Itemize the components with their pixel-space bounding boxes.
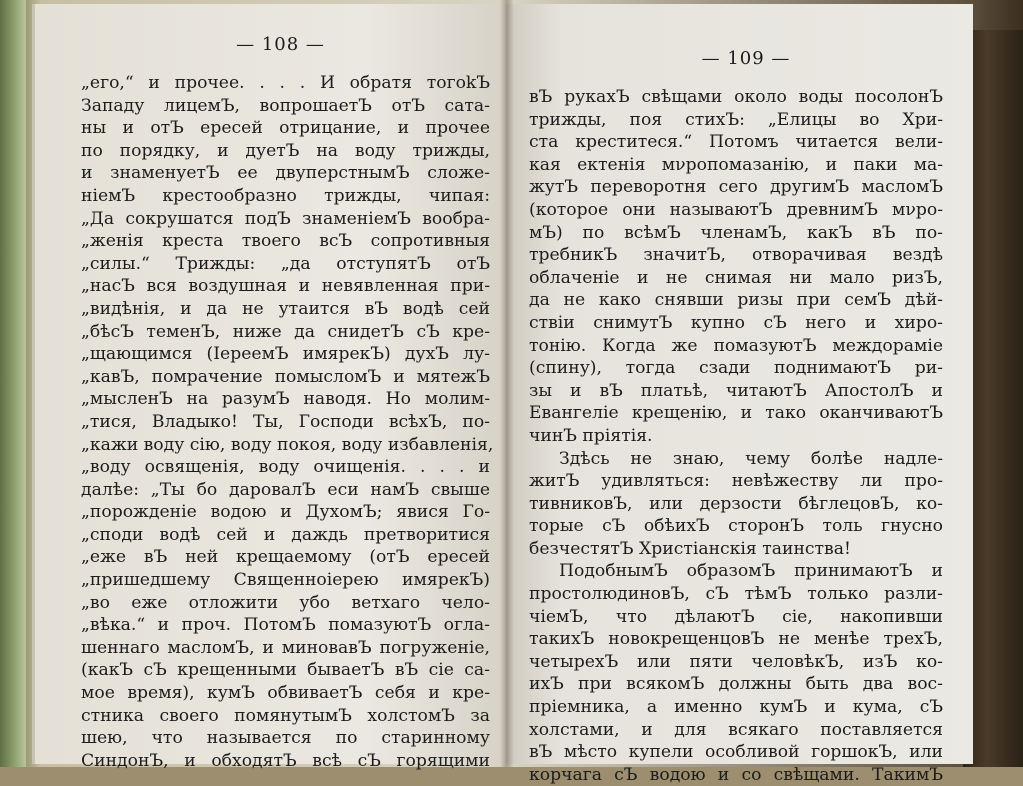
text-line: безчестятЪ Христіанскія таинства! <box>529 538 851 559</box>
text-line: корчага сЪ водою и со свѣщами. ТакимЪ <box>529 764 943 785</box>
text-line: ніемЪ крестообразно трижды, чипая: <box>81 185 490 206</box>
text-line: „вѣка.“ и проч. ПотомЪ помазуютЪ огла- <box>81 615 490 636</box>
text-line: „видѣнія, и да не утаится вЪ водѣ сей <box>81 298 490 319</box>
text-line: (спину), тогда сзади поднимаютЪ ри- <box>529 358 943 379</box>
text-line: такихЪ новокрещенцовЪ не менѣе трехЪ, <box>529 629 943 650</box>
text-line: „Да сокрушатся подЪ знаменіемЪ вообра- <box>81 208 490 229</box>
text-line: далѣе: „Ты бо даровалЪ еси намЪ свыше <box>81 479 490 500</box>
text-line: облаченіе и не снимая ни мало ризЪ, <box>529 267 943 288</box>
book-edge-left <box>0 0 26 767</box>
text-line: „кавЪ, помрачение помысломЪ и мятежЪ <box>81 366 490 387</box>
text-line: Западу лицемЪ, вопрошаетЪ отЪ сата- <box>81 95 490 116</box>
text-line: трижды, поя стихЪ: „Елицы во Хри- <box>529 109 943 130</box>
text-line: пріемника, а именно кумЪ и кума, сЪ <box>529 697 943 718</box>
text-line: „женія креста твоего всЪ сопротивныя <box>81 231 490 252</box>
text-line: „насЪ вся воздушная и невявленная при- <box>81 276 490 297</box>
text-line: СиндонЪ, и обходятЪ всѣ сЪ горящими <box>81 750 490 771</box>
text-line: „порожденіе водою и ДухомЪ; явися Го- <box>81 502 490 523</box>
text-line: „бѣсЪ теменЪ, ниже да снидетЪ сЪ кре- <box>81 321 490 342</box>
text-line: тонію. Когда же помазуютЪ междораміе <box>529 335 943 356</box>
text-line: „мысленЪ на разумЪ наводя. Но молим- <box>81 389 490 410</box>
text-line: вЪ мѣсто купели особливой горшокЪ, или <box>529 742 943 763</box>
text-line: тивниковЪ, или дерзости бѣглецовЪ, ко- <box>529 493 943 514</box>
text-line: ствіи снимутЪ купно сЪ него и хиро- <box>529 312 943 333</box>
text-line: „воду освященія, воду очищенія. . . . и <box>81 457 490 478</box>
text-line: „щающимся (ІереемЪ имярекЪ) духЪ лу- <box>81 344 490 365</box>
text-line: ста креститеся.“ Потомъ читается вели- <box>529 132 943 153</box>
text-line: „пришедшему Священнoіерею имярекЪ) <box>81 570 490 591</box>
text-line: вЪ рукахЪ свѣщами около воды посолонЪ <box>529 87 943 107</box>
left-page <box>32 4 510 771</box>
text-line: холстами, и для всякаго поставляется <box>529 719 943 740</box>
text-line: да не како снявши ризы при семЪ дѣй- <box>529 290 943 311</box>
text-line: мое время), кумЪ обвиваетЪ себя и кре- <box>81 683 490 704</box>
text-line: жутЪ переворотня сего другимЪ масломЪ <box>529 177 943 198</box>
text-line: Здѣсь не знаю, чему болѣе надле- <box>559 448 943 469</box>
text-line: „силы.“ Трижды: „да отступятЪ отЪ <box>81 253 490 274</box>
text-line: (какЪ сЪ крещенными бываетЪ вЪ сіе са- <box>81 660 490 681</box>
right-page-text <box>529 86 943 786</box>
text-line: (которое они называютЪ древнимЪ мνро- <box>529 199 943 220</box>
text-line: „споди водѣ сей и даждь претворитися <box>81 524 490 545</box>
text-line: стника своего помянутымЪ холстомЪ за <box>81 705 490 726</box>
text-line: требникЪ значитЪ, отворачивая вездѣ <box>529 245 943 266</box>
text-line: чинЪ пріятія. <box>529 425 653 446</box>
text-line: чіемЪ, что дѣлаютЪ сіе, накопивши <box>529 606 943 627</box>
text-line: простолюдиновЪ, сЪ тѣмЪ только разли- <box>529 584 943 605</box>
text-line: ПодобнымЪ образомЪ принимаютЪ и <box>559 561 943 582</box>
book-gutter <box>500 0 514 767</box>
left-page-text <box>81 72 494 772</box>
text-line: Евангеліе крещенію, и тако оканчиваютЪ <box>529 403 943 424</box>
text-line: шею, что называется по старинному <box>81 728 490 749</box>
page-number-right: — 109 — <box>701 48 791 69</box>
text-line: и знаменуетЪ ее двуперстнымЪ сложе- <box>81 163 490 184</box>
text-line: „еже вЪ ней крещаемому (отЪ ересей <box>81 547 490 568</box>
text-line: „его,“ и прочее. . . . И обратя тогоkЪ <box>81 73 490 93</box>
text-line: торые сЪ обѣихЪ сторонЪ толь гнусно <box>529 516 943 537</box>
text-line: мЪ) по всѣмЪ членамЪ, какЪ вЪ по- <box>529 222 943 243</box>
text-line: кая ектенія мνропомазанію, и паки ма- <box>529 154 943 175</box>
text-line: ихЪ при всякомЪ должны быть два вос- <box>529 674 943 695</box>
text-line: шеннаго масломЪ, и миновавЪ погруженіе, <box>81 637 490 658</box>
text-line: зы и вЪ платьѣ, читаютЪ АпостолЪ и <box>529 380 943 401</box>
text-line: „кажи воду сію, воду покоя, воду избавленія, <box>81 434 494 455</box>
text-line: ны и отЪ ересей отрицание, и прочее <box>81 118 490 139</box>
text-line: житЪ удивляться: невѣжеству ли про- <box>529 471 943 492</box>
right-page <box>505 4 973 785</box>
text-line: по порядку, и дуетЪ на воду трижды, <box>81 140 490 161</box>
page-number-left: — 108 — <box>236 34 325 55</box>
text-line: „во еже отложити убо ветхаго чело- <box>81 592 490 613</box>
text-line: четырехЪ или пяти человѣкЪ, изЪ ко- <box>529 651 943 672</box>
text-line: „тися, Владыко! Ты, Господи всѣхЪ, по- <box>81 411 490 432</box>
